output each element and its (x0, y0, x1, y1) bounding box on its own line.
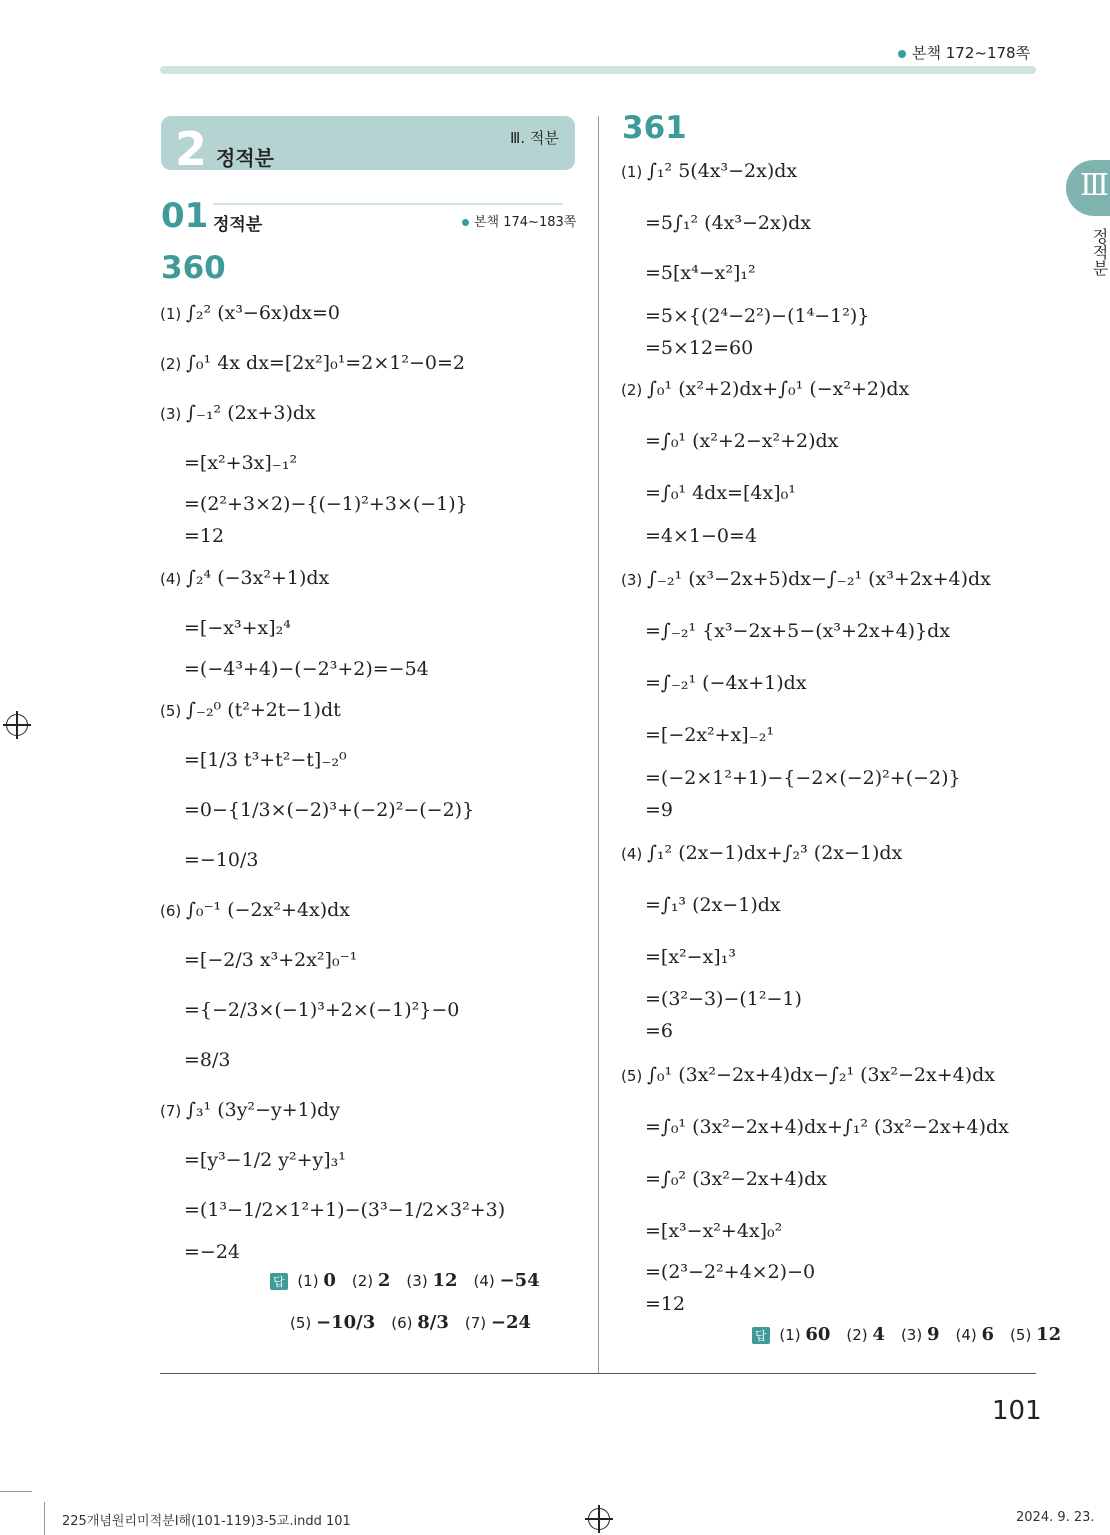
page-number: 101 (992, 1396, 1042, 1426)
solution-line (645, 210, 811, 236)
solution-line (645, 1018, 673, 1044)
expression: ={−2/3×(−1)³+2×(−1)²}−0 (184, 999, 460, 1021)
answer-value: 60 (805, 1324, 831, 1345)
expression: =8/3 (184, 1049, 231, 1071)
expression: ∫₁² (2x−1)dx+∫₂³ (2x−1)dx (647, 842, 903, 864)
solution-line (160, 1097, 340, 1124)
expression: =5×{(2⁴−2²)−(1⁴−1²)} (645, 305, 870, 327)
expression: =0−{1/3×(−2)³+(−2)²−(−2)} (184, 799, 475, 821)
part-label: (2) (160, 355, 187, 373)
bullet-icon (898, 50, 906, 58)
answer-item (406, 1270, 457, 1291)
expression: =∫₋₂¹ {x³−2x+5−(x³+2x+4)}dx (645, 620, 951, 642)
page-reference: 본책 172~178쪽 (898, 42, 1030, 63)
answer-item (290, 1312, 375, 1333)
answer-label: (2) (351, 1272, 378, 1290)
expression: =[1/3 t³+t²−t]₋₂⁰ (184, 749, 347, 771)
answer-badge: 답 (270, 1273, 288, 1290)
solution-line (645, 1291, 685, 1317)
section-reference: 본책 174~183쪽 (462, 211, 576, 230)
part-label: (1) (621, 163, 648, 181)
answer-label: (7) (464, 1314, 491, 1332)
solution-line (621, 1062, 995, 1089)
chapter-number: 2 (175, 122, 208, 176)
solution-line (645, 670, 807, 696)
solution-line (160, 350, 465, 377)
solution-line (645, 618, 950, 644)
answer-label: (5) (1010, 1326, 1037, 1344)
expression: =[y³−1/2 y²+y]₃¹ (184, 1149, 346, 1171)
answer-item (465, 1312, 531, 1333)
answer-item (846, 1324, 885, 1345)
solution-line (184, 847, 259, 873)
expression: =(2²+3×2)−{(−1)²+3×(−1)} (184, 493, 468, 515)
answer-label: (3) (900, 1326, 927, 1344)
expression: =∫₀¹ (x²+2−x²+2)dx (645, 430, 839, 452)
answer-value: −10/3 (316, 1312, 376, 1333)
answer-item (474, 1270, 540, 1291)
solution-line (184, 1197, 505, 1223)
solution-line (645, 892, 781, 918)
expression: =∫₁³ (2x−1)dx (645, 894, 781, 916)
answer-label: (5) (290, 1314, 317, 1332)
solution-line (184, 997, 459, 1023)
expression: ∫₂⁴ (−3x²+1)dx (186, 567, 330, 589)
expression: =9 (645, 799, 674, 821)
column-divider (598, 116, 599, 1374)
expression: =(1³−1/2×1²+1)−(3³−1/2×3²+3) (184, 1199, 506, 1221)
expression: ∫₋₂⁰ (t²+2t−1)dt (186, 699, 341, 721)
part-label: (1) (160, 305, 187, 323)
expression: =[x³−x²+4x]₀² (645, 1220, 783, 1242)
problem-number-361: 361 (622, 110, 687, 146)
solution-line (645, 1259, 815, 1285)
expression: ∫₀⁻¹ (−2x²+4x)dx (186, 899, 350, 921)
section-rule (213, 203, 563, 205)
solution-line (645, 797, 673, 823)
expression: ∫₋₂¹ (x³−2x+5)dx−∫₋₂¹ (x³+2x+4)dx (647, 568, 991, 590)
solution-line (645, 1218, 782, 1244)
answer-value: 0 (323, 1270, 336, 1291)
side-tab-numeral: Ⅲ (1080, 168, 1109, 203)
expression: =5∫₁² (4x³−2x)dx (645, 212, 812, 234)
answer-label: (4) (955, 1326, 982, 1344)
answer-label: (4) (473, 1272, 500, 1290)
answer-item (779, 1324, 830, 1345)
solution-line (160, 697, 341, 724)
expression: =6 (645, 1020, 674, 1042)
expression: ∫₋₁² (2x+3)dx (186, 402, 316, 424)
answer-item (297, 1270, 336, 1291)
footer-file: 225개념원리미적분Ⅰ해(101-119)3-5교.indd 101 (62, 1514, 351, 1529)
answer-label: (3) (406, 1272, 433, 1290)
answer-label: (1) (297, 1272, 324, 1290)
solution-line (645, 944, 736, 970)
bullet-icon (462, 219, 469, 226)
solution-line (184, 797, 474, 823)
part-label: (5) (621, 1067, 648, 1085)
solution-line (645, 260, 756, 286)
answer-item (956, 1324, 995, 1345)
expression: =∫₀² (3x²−2x+4)dx (645, 1168, 827, 1190)
solution-line (645, 1114, 1009, 1140)
expression: =[x²−x]₁³ (645, 946, 736, 968)
expression: =[−2/3 x³+2x²]₀⁻¹ (184, 949, 358, 971)
solution-line (621, 376, 909, 403)
answer-row-361 (752, 1324, 1077, 1345)
part-label: (3) (160, 405, 187, 423)
solution-line (621, 158, 797, 185)
solution-line (160, 300, 340, 327)
expression: =(3²−3)−(1²−1) (645, 988, 802, 1010)
expression: ∫₀¹ 4x dx=[2x²]₀¹=2×1²−0=2 (186, 352, 465, 374)
answer-value: −54 (499, 1270, 540, 1291)
chapter-part: Ⅲ. 적분 (510, 129, 559, 147)
expression: ∫₂² (x³−6x)dx=0 (186, 302, 340, 324)
part-label: (2) (621, 381, 648, 399)
solution-line (645, 1166, 827, 1192)
solution-line (184, 947, 357, 973)
expression: =[−x³+x]₂⁴ (184, 617, 291, 639)
answer-row-360-1 (270, 1270, 556, 1291)
chapter-title: 정적분 (216, 146, 274, 170)
solution-line (184, 1239, 240, 1265)
expression: =[−2x²+x]₋₂¹ (645, 724, 774, 746)
answer-value: 2 (377, 1270, 391, 1291)
expression: =5×12=60 (645, 337, 754, 359)
solution-line (645, 722, 774, 748)
answer-item (901, 1324, 940, 1345)
answer-row-360-2 (290, 1312, 547, 1333)
expression: =12 (645, 1293, 686, 1315)
answer-value: −24 (490, 1312, 532, 1333)
answer-item (352, 1270, 391, 1291)
footer-date: 2024. 9. 23. (1016, 1510, 1095, 1525)
expression: =4×1−0=4 (645, 525, 758, 547)
solution-line (184, 615, 291, 641)
top-rule (160, 66, 1036, 74)
expression: =∫₋₂¹ (−4x+1)dx (645, 672, 807, 694)
solution-line (184, 747, 347, 773)
expression: ∫₃¹ (3y²−y+1)dy (186, 1099, 341, 1121)
crop-mark (44, 1502, 45, 1535)
solution-line (621, 566, 991, 593)
expression: =∫₀¹ (3x²−2x+4)dx+∫₁² (3x²−2x+4)dx (645, 1116, 1009, 1138)
expression: ∫₁² 5(4x³−2x)dx (647, 160, 798, 182)
solution-line (184, 656, 429, 682)
answer-badge: 답 (752, 1327, 770, 1344)
answer-value: 4 (872, 1324, 885, 1345)
solution-line (184, 491, 468, 517)
answer-label: (1) (779, 1326, 806, 1344)
expression: =[x²+3x]₋₁² (184, 452, 298, 474)
bottom-rule (160, 1373, 1036, 1374)
answer-label: (2) (846, 1326, 873, 1344)
answer-value: 12 (432, 1270, 458, 1291)
part-label: (3) (621, 571, 648, 589)
solution-line (645, 335, 753, 361)
expression: =∫₀¹ 4dx=[4x]₀¹ (645, 482, 796, 504)
solution-line (184, 1047, 231, 1073)
answer-item (1010, 1324, 1061, 1345)
solution-line (645, 303, 869, 329)
part-label: (7) (160, 1102, 187, 1120)
answer-item (391, 1312, 449, 1333)
expression: =(−2×1²+1)−{−2×(−2)²+(−2)} (645, 767, 961, 789)
solution-line (645, 523, 757, 549)
answer-value: 6 (981, 1324, 995, 1345)
solution-line (160, 897, 350, 924)
expression: =12 (184, 525, 225, 547)
solution-line (645, 765, 961, 791)
solution-line (184, 1147, 346, 1173)
crop-mark (0, 1491, 32, 1492)
expression: =−24 (184, 1241, 241, 1263)
registration-mark-icon (588, 1508, 610, 1530)
answer-value: 8/3 (417, 1312, 449, 1333)
solution-line (160, 565, 329, 592)
expression: =(−4³+4)−(−2³+2)=−54 (184, 658, 429, 680)
side-tab-label: 정적분 (1090, 228, 1109, 276)
registration-mark-icon (6, 714, 28, 736)
solution-line (645, 428, 838, 454)
answer-label: (6) (391, 1314, 418, 1332)
section-number: 01 (161, 196, 209, 236)
part-label: (6) (160, 902, 187, 920)
solution-line (621, 840, 902, 867)
part-label: (5) (160, 702, 187, 720)
expression: =(2³−2²+4×2)−0 (645, 1261, 816, 1283)
part-label: (4) (160, 570, 187, 588)
expression: =5[x⁴−x²]₁² (645, 262, 756, 284)
answer-value: 9 (926, 1324, 940, 1345)
solution-line (645, 480, 796, 506)
solution-line (645, 986, 802, 1012)
expression: ∫₀¹ (x²+2)dx+∫₀¹ (−x²+2)dx (647, 378, 910, 400)
solution-line (184, 523, 224, 549)
part-label: (4) (621, 845, 648, 863)
problem-number-360: 360 (161, 250, 226, 286)
answer-value: 12 (1036, 1324, 1062, 1345)
expression: =−10/3 (184, 849, 259, 871)
solution-line (184, 450, 297, 476)
section-title: 정적분 (213, 215, 263, 235)
expression: ∫₀¹ (3x²−2x+4)dx−∫₂¹ (3x²−2x+4)dx (647, 1064, 995, 1086)
solution-line (160, 400, 316, 427)
